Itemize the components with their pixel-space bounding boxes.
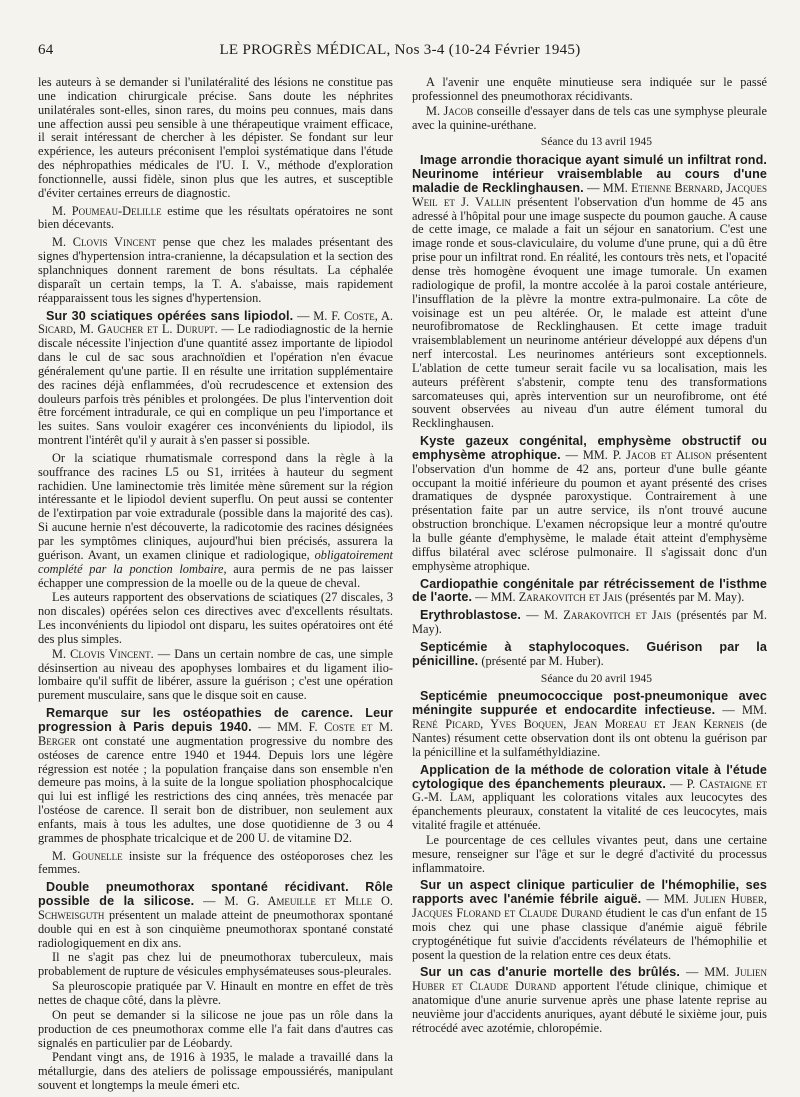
entry-title: Kyste gazeux congénital, emphysème obstructif ou emphysème atrophique. — [412, 434, 767, 462]
entry-authors: — MM. F. Coste et M. Berger — [38, 719, 393, 748]
entry-title: Application de la méthode de coloration vitale à l'étude cytologique des épanchements pleuraux. — [412, 762, 767, 791]
entry-title: Remarque sur les ostéopathies de carence. Leur progression à Paris depuis 1940. — [38, 706, 393, 734]
communication-entry: Sur 30 sciatiques opérées sans lipiodol. — M. F. Coste, A. Sicard, M. Gaucher et L. Durupt. — Le radiodiagnostic de la hernie discale nécessite l'injection d'une quantité assez importante de lipiodol dans le cul de sac sous arachnoïdien et l'opération n'en évacue généralement qu'une partie. Il en résulte une irritation supplémentaire des racines déjà enflammées, d'où recrudescence et extension des douleurs parfois très pénibles et prolongées. De plus l'intervention doit être forcément intradurale, ce qui en complique un peu l'importance et les suites. Sans vouloir exagérer ces inconvénients du lipiodol, ils montrent l'intérêt qu'il y aurait à s'en passer si possible. — [38, 308, 393, 448]
entry-authors: — P. Castaigne et G.-M. Lam, — [412, 776, 768, 805]
entry-title: Sur 30 sciatiques opérées sans lipiodol. — [46, 308, 294, 323]
communication-entry: Cardiopathie congénitale par rétrécissement de l'isthme de l'aorte. — MM. Zarakovitch et Jais (présentés par M. May). — [412, 576, 767, 605]
communication-entry: Septicémie à staphylocoques. Guérison par la pénicilline. (présenté par M. Huber). — [412, 639, 767, 668]
right-column — [412, 76, 767, 1040]
author-name: M. Poumeau-Delille — [52, 203, 162, 218]
communication-entry: Application de la méthode de coloration vitale à l'étude cytologique des épanchements pleuraux. — P. Castaigne et G.-M. Lam, appliquant les colorations vitales aux leucocytes des épanchements pleuraux, constatent la vitalité de ces leucocytes, mais vitalité fragile et atténuée. — [412, 762, 768, 833]
paragraph: A l'avenir une enquête minutieuse sera indiquée sur le passé professionnel des pneumothorax récidivants. — [412, 75, 767, 103]
communication-entry: Image arrondie thoracique ayant simulé un infiltrat rond. Neurinome intérieur vraisemblable au cours d'une maladie de Recklinghausen. — MM. Etienne Bernard, Jacques Weil et J. Vallin présentent l'observation d'un homme de 45 ans adressé à l'hôpital pour une image suspecte du poumon gauche. A cause de cette image, ce malade a fait un séjour en sanatorium. C'est une image ronde et sous-claviculaire, du volume d'une prune, qui a dû être prise pour un infiltrat rond. En réalité, les contours très nets, et l'opacité dense très homogène évoquent une image tumorale. Un examen radiologique de profil, la montre accolée à la paroi costale antérieure, l'insufflation de la plèvre la montre extra-pulmonaire. La côte de voisinage est un peu altérée. Or, le malade est atteint d'une neurofibromatose de Recklinghausen. Et cette image traduit vraisemblablement un neurinome antérieur développé aux dépens d'un nerf intercostal. Les neurinomes antérieurs sont exceptionnels. L'ablation de cette tumeur serait facile vu sa localisation, mais les auteurs préfèrent s'abstenir, compte tenu des transformations sarcomateuses qui, après intervention sur un neurofibrome, ont été souvent observées au niveau d'un autre élément tumoral du Recklinghausen. — [412, 153, 767, 431]
entry-authors: — M. Zarakovitch et Jais — [520, 608, 672, 623]
communication-entry: Erythroblastose. — M. Zarakovitch et Jais (présentés par M. May). — [412, 608, 767, 637]
communication-entry: Sur un cas d'anurie mortelle des brûlés. — MM. Julien Huber et Claude Durand apportent l'étude clinique, chimique et anatomique d'une anurie survenue après une phase latente reprise au neuvième jour d'accidents anuriques, ayant débuté le sixième jour, puis rétrocédé avec azotémie, chloropémie. — [412, 965, 768, 1035]
author-name: M. Clovis Vincent — [52, 235, 156, 250]
page-number: 64 — [38, 42, 54, 58]
paragraph: Sa pleuroscopie pratiquée par V. Hinault en montre en effet de très nettes de chaque côté, dans la plèvre. — [38, 979, 393, 1007]
author-name: M. Jacob — [426, 103, 474, 118]
session-heading: Séance du 20 avril 1945 — [540, 672, 653, 685]
paragraph: M. Clovis Vincent pense que chez les malades présentant des signes d'hypertension intra-cranienne, la décapsulation et la section des splanchniques donnent rarement de bons résultats. La céphalée disparaît un certain temps, la T. A. s'abaisse, mais rapidement réapparaissent tous les signes d'hypertension. — [38, 235, 393, 305]
entry-title: Image arrondie thoracique ayant simulé un infiltrat rond. Neurinome intérieur vraisemblable au cours d'une maladie de Recklinghausen. — [412, 153, 767, 195]
entry-authors: — MM. René Picard, Yves Boquen, Jean Moreau et Jean Kerneis — [412, 703, 767, 732]
communication-entry: Septicémie pneumococcique post-pneumonique avec méningite suppurée et endocardite infectieuse. — MM. René Picard, Yves Boquen, Jean Moreau et Jean Kerneis (de Nantes) résument cette observation dont ils ont obtenu la guérison par la pénicilline et la sulfaméthyldiazine. — [412, 689, 767, 759]
entry-title: Erythroblastose. — [420, 608, 521, 623]
entry-title: Sur un cas d'anurie mortelle des brûlés. — [420, 965, 680, 980]
entry-authors: — MM. Julien Huber et Claude Durand — [412, 965, 768, 994]
communication-entry: Kyste gazeux congénital, emphysème obstructif ou emphysème atrophique. — MM. P. Jacob et Alison présentent l'observation d'un homme de 42 ans, porteur d'une bulle géante occupant la moitié inférieure du poumon et ayant présenté des crises dramatiques de dyspnée paroxystique. Contrairement à une présentation faite par un autre service, ils n'ont trouvé aucune obstruction bronchique. L'examen nécropsique leur a montré qu'outre la bulle géante d'emphysème, le malade était atteint d'emphysème diffus bilatéral avec sclérose pulmonaire. Il s'agissait donc d'un emphysème atrophique. — [412, 434, 768, 573]
paragraph: Pendant vingt ans, de 1916 à 1935, le malade a travaillé dans la métallurgie, dans des ateliers de polissage empoussiérés, manipulant souvent et longtemps la meule émeri etc. — [38, 1050, 393, 1093]
communication-entry: Sur un aspect clinique particulier de l'hémophilie, ses rapports avec l'anémie fébrile aiguë. — MM. Julien Huber, Jacques Florand et Claude Durand étudient le cas d'un enfant de 15 mois chez qui une phase classique d'anémie aiguë fébrile cryptogénétique fut suivie d'accidents révélateurs de l'hémophilie et posent la question de la relation entre ces deux états. — [412, 878, 768, 962]
entry-authors: — MM. Etienne Bernard, Jacques Weil et J. Vallin — [412, 180, 767, 209]
entry-authors: — MM. P. Jacob et Alison — [560, 447, 712, 462]
author-name: M. Gounelle — [52, 848, 123, 863]
entry-title: Double pneumothorax spontané récidivant. Rôle possible de la silicose. — [38, 880, 393, 909]
session-heading: Séance du 13 avril 1945 — [540, 136, 653, 149]
paragraph: Or la sciatique rhumatismale correspond dans la règle à la souffrance des racines L5 ou S1, irritées à hauteur du segment rachidien. Une laminectomie très limitée mène sûrement sur la région intéressante et le lipiodol devient superflu. On peut aussi se contenter de l'extirpation par voie extradurale (possible dans la majorité des cas). Si aucune hernie n'est découverte, la radicotomie des racines désignées par les symptômes cliniques, aujourd'hui bien précisés, assurera la guérison. Avant, un examen clinique et radiologique, obligatoirement complété par la ponction lombaire, aura permis de ne pas laisser échapper une compression de la moelle ou de la queue de cheval. — [38, 450, 393, 590]
entry-authors: — M. F. Coste, A. Sicard, M. Gaucher et L. Durupt. — [38, 308, 393, 337]
paragraph: M. Jacob conseille d'essayer dans de tels cas une symphyse pleurale avec la quinine-uréthane. — [412, 103, 767, 132]
paragraph: M. Clovis Vincent. — Dans un certain nombre de cas, une simple désinsertion au niveau des apophyses lombaires et du ligament ilio-lombaire qu'il suffit de libérer, assure la guérison ; c'est une opération purement musculaire, sans que le disque soit en cause. — [38, 646, 393, 703]
entry-authors: — MM. Julien Huber, Jacques Florand et Claude Durand — [412, 892, 767, 921]
paragraph: M. Gounelle insiste sur la fréquence des ostéoporoses chez les femmes. — [38, 848, 393, 877]
entry-title: Cardiopathie congénitale par rétrécissement de l'isthme de l'aorte. — [412, 576, 767, 605]
entry-authors: — M. G. Ameuille et Mlle O. Schweisguth — [38, 894, 393, 922]
communication-entry: Double pneumothorax spontané récidivant. Rôle possible de la silicose. — M. G. Ameuille et Mlle O. Schweisguth présentent un malade atteint de pneumothorax spontané double qui en est à son cinquième pneumothorax spontané constaté radiologiquement en dix ans. — [38, 880, 393, 950]
entry-title: Septicémie à staphylocoques. Guérison par la pénicilline. — [412, 639, 767, 668]
left-column — [38, 76, 393, 1094]
paragraph: les auteurs à se demander si l'unilatéralité des lésions ne constitue pas une indication chirurgicale précise. Sans doute les néphrites unilatérales sont-elles, sinon rares, du moins peu connues, mais dans une affection aussi peu sensible à une thérapeutique vraiment efficace, il serait intéressant de chercher à les dépister. Se fondant sur leur expérience, les auteurs préconisent l'emploi systématique dans l'étude des néphropathies médicales de l'U. I. V., méthode d'exploration fonctionnelle, aussi fidèle, sinon plus que les autres, et susceptible d'éviter certaines erreurs de diagnostic. — [38, 75, 393, 200]
author-name: M. Clovis Vincent. — [52, 646, 154, 661]
paragraph: Les auteurs rapportent des observations de sciatiques (27 discales, 3 non discales) opérées selon ces directives avec d'excellents résultats. Les inconvénients du lipiodol ont disparu, les suites opératoires ont été des plus simples. — [38, 590, 393, 646]
entry-title: Sur un aspect clinique particulier de l'hémophilie, ses rapports avec l'anémie fébrile aiguë. — [412, 878, 767, 907]
entry-title: Septicémie pneumococcique post-pneumonique avec méningite suppurée et endocardite infectieuse. — [412, 689, 767, 718]
entry-authors: — MM. Zarakovitch et Jais — [472, 590, 623, 605]
running-title: LE PROGRÈS MÉDICAL, Nos 3-4 (10-24 Février 1945) — [219, 42, 581, 58]
paragraph: Il ne s'agit pas chez lui de pneumothorax tuberculeux, mais probablement de rupture de vésicules emphysémateuses sous-pleurales. — [38, 950, 393, 979]
paragraph: M. Poumeau-Delille estime que les résultats opératoires ne sont bien décevants. — [38, 203, 393, 232]
paragraph: On peut se demander si la silicose ne joue pas un rôle dans la production de ces pneumothorax comme elle l'a fait dans d'autres cas signalés en particulier par de Léobardy. — [38, 1007, 393, 1050]
paragraph: Le pourcentage de ces cellules vivantes peut, dans une certaine mesure, renseigner sur l'âge et sur le degré d'activité du processus inflammatoire. — [412, 832, 767, 875]
communication-entry: Remarque sur les ostéopathies de carence. Leur progression à Paris depuis 1940. — MM. F. Coste et M. Berger ont constaté une augmentation progressive du nombre des ostéoses de carence entre 1940 et 1944. Depuis lors une légère régression est notée ; la population française dans son ensemble n'en demeure pas moins, à la suite de la longue spoliation phosphocalcique qui lui est infligé les restrictions des cinq années, très menacée par l'ostéose de carence. Il serait bon de distribuer, non seulement aux enfants, mais à tous les adultes, une dose quotidienne de 3 ou 4 grammes de phosphate tricalcique et de 200 U. de vitamine D2. — [38, 706, 393, 845]
